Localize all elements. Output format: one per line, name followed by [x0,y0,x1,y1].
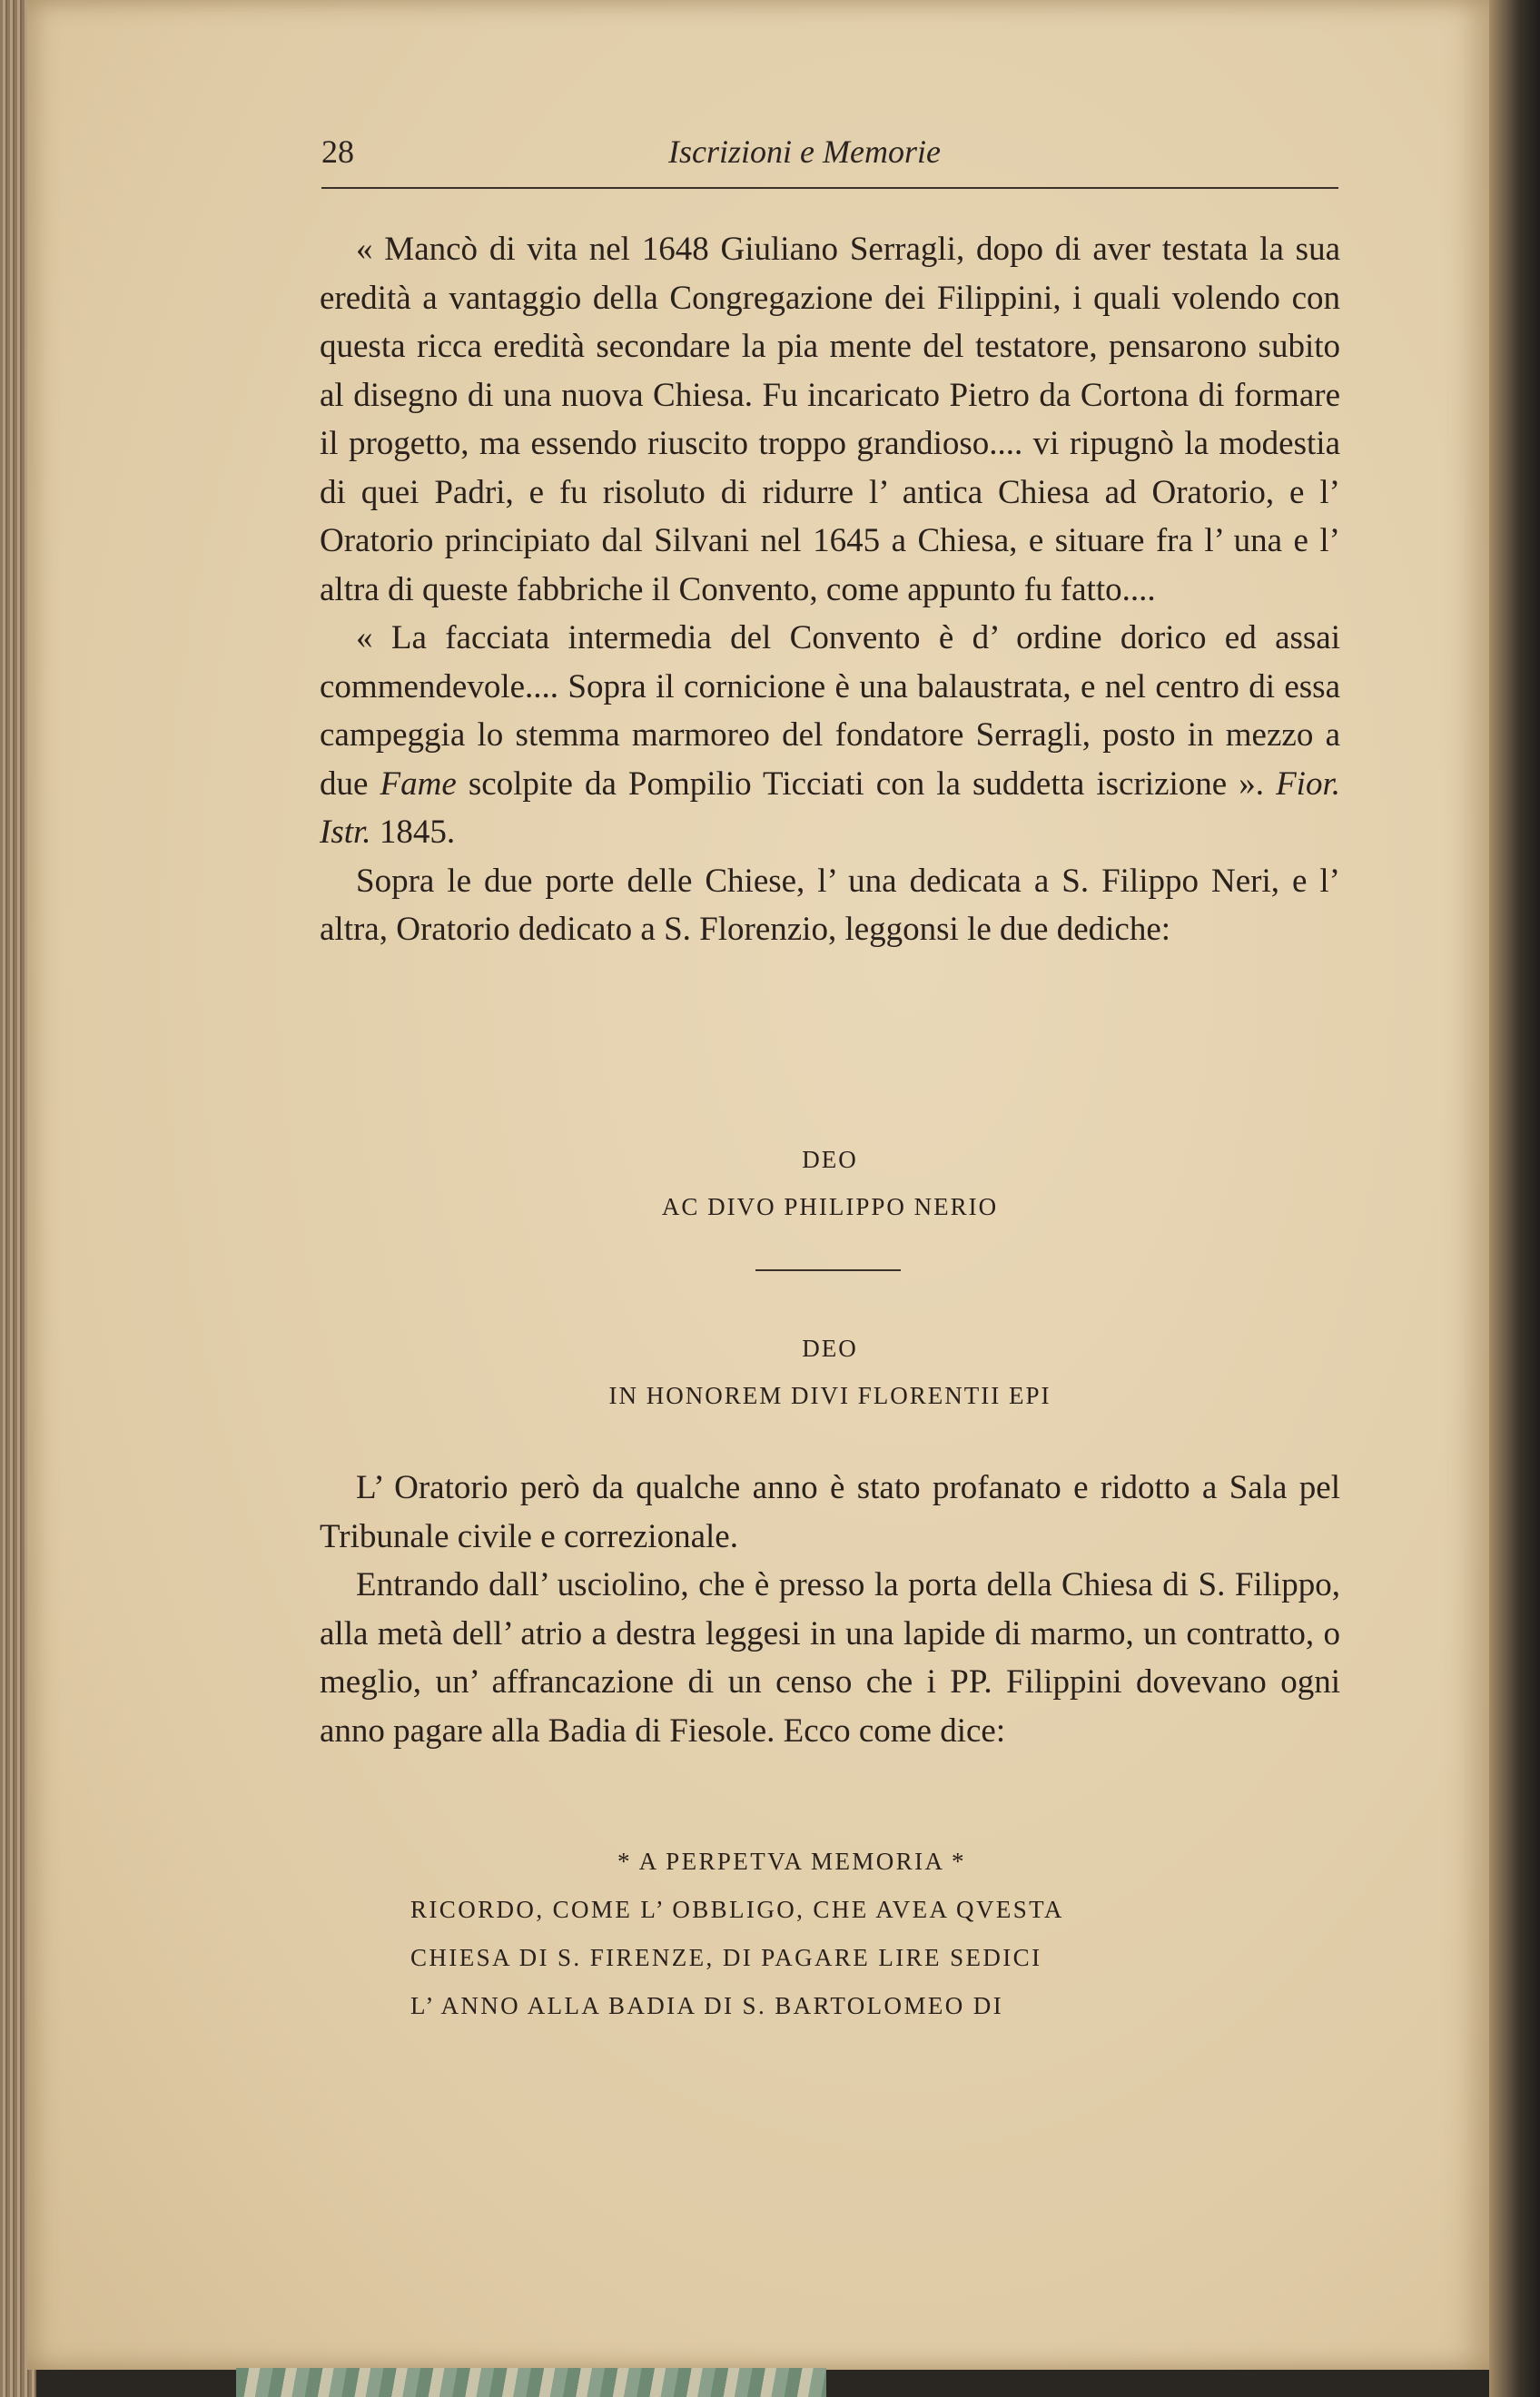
body-text-bottom [320,1464,1340,1755]
dedication-1-line-2: AC DIVO PHILIPPO NERIO [661,1193,999,1220]
dedication-2-line-1: DEO [802,1335,858,1362]
paragraph [320,614,1340,857]
separator-rule [755,1269,901,1271]
marbled-endpaper [236,2368,826,2397]
page-header [321,125,1338,180]
body-text-top [320,225,1340,954]
italic-word: Fame [380,764,457,803]
paragraph: Sopra le due porte delle Chiese, l’ una dedicata a S. Filippo Neri, e l’ altra, Oratorio dedicato a S. Florenzio, leggonsi le due dediche: [320,862,1340,948]
running-title: Iscrizioni e Memorie [668,133,941,170]
memorial-inscription [410,1838,1173,2030]
paragraph: « Mancò di vita nel 1648 Giuliano Serragli, dopo di aver testata la sua eredità a vantaggio della Congregazione dei Filippini, i quali volendo con questa ricca eredità secondare la pia mente del testatore, pensarono subito al disegno di una nuova Chiesa. Fu incaricato Pietro da Cortona di formare il progetto, ma essendo riuscito troppo grandioso.... vi ripugnò la modestia di quei Padri, e fu risoluto di ridurre l’ antica Chiesa ad Oratorio, e l’ Oratorio principiato dal Silvani nel 1645 a Chiesa, e situare fra l’ una e l’ altra di queste fabbriche il Convento, come appunto fu fatto.... [320,231,1340,608]
page-right-edge [1489,0,1540,2397]
citation: Fior. Istr. [320,764,1341,851]
header-rule [321,187,1338,189]
paragraph: L’ Oratorio però da qualche anno è stato profanato e ridotto a Sala pel Tribunale civile e correzionale. [320,1469,1340,1555]
memorial-line: L’ ANNO ALLA BADIA DI S. BARTOLOMEO DI [410,1992,1004,2019]
paragraph: Entrando dall’ usciolino, che è presso la porta della Chiesa di S. Filippo, alla metà dell’ atrio a destra leggesi in una lapide di marmo, un contratto, o meglio, un’ affrancazione di un censo che i PP. Filippini dovevano ogni anno pagare alla Badia di Fiesole. Ecco come dice: [320,1566,1340,1750]
paragraph-text: « La facciata intermedia del Convento è d’ ordine dorico ed assai commendevole.... Sopra il cornicione è una balaustrata, e nel centro di essa campeggia lo stemma marmoreo del fondatore Serragli, posto in mezzo a due [320,619,1340,803]
citation-year: 1845. [379,814,456,851]
dedication-1-line-1: DEO [802,1146,858,1173]
memorial-line: RICORDO, COME L’ OBBLIGO, CHE AVEA QVESTA [410,1896,1064,1923]
page-number: 28 [321,133,354,170]
memorial-title: * A PERPETVA MEMORIA * [617,1848,966,1875]
paragraph-text: scolpite da Pompilio Ticciati con la suddetta iscrizione ». [468,764,1265,803]
memorial-line: CHIESA DI S. FIRENZE, DI PAGARE LIRE SEDICI [410,1944,1042,1971]
dedication-2-line-2: IN HONOREM DIVI FLORENTII EPI [608,1382,1051,1409]
